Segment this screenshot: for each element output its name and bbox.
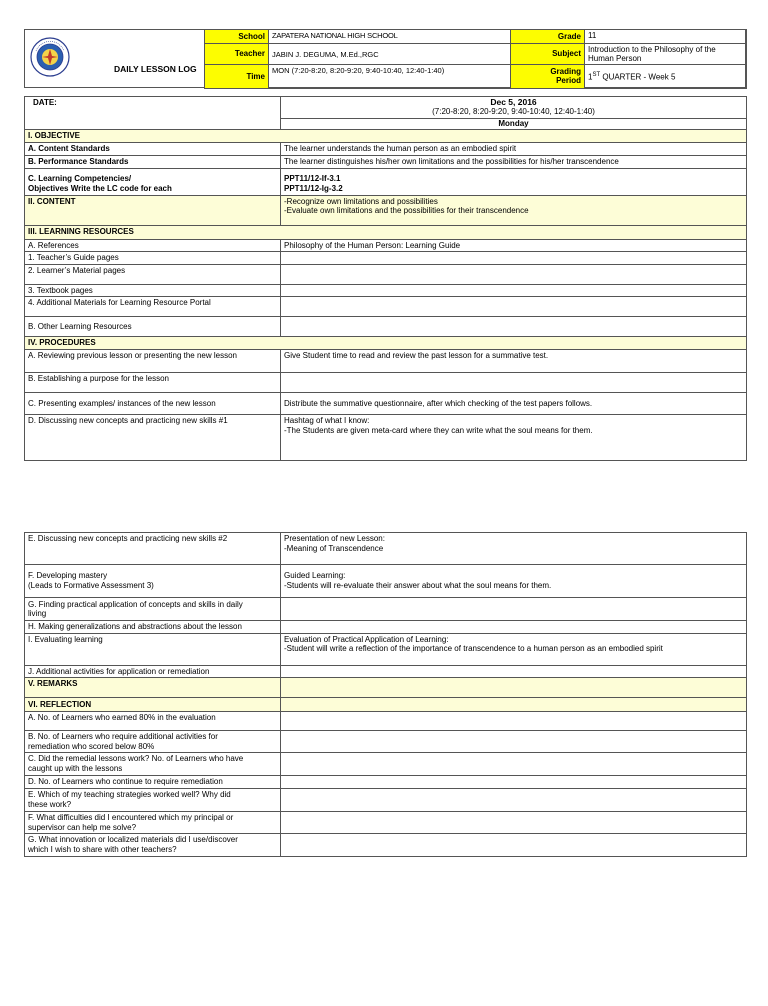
competency-code-2: PPT11/12-Ig-3.2 (284, 184, 343, 193)
teacher-guide-value (281, 252, 747, 265)
reflection-f (25, 811, 281, 833)
competency-code-1: PPT11/12-If-3.1 (284, 174, 341, 184)
proc-i-line-1: Evaluation of Practical Application of Learning: (284, 634, 449, 644)
date-value: Dec 5, 2016 (490, 97, 537, 107)
lesson-table-page-2 (24, 532, 747, 857)
reflection-d: D. No. of Learners who continue to require remediation (25, 776, 281, 789)
deped-seal-logo (30, 37, 70, 77)
proc-a-value: Give Student time to read and review the past lesson for a summative test. (281, 349, 747, 372)
reflection-g-value (281, 834, 747, 857)
grading-label-line-2: Period (556, 75, 581, 85)
learning-competencies-label (25, 168, 281, 195)
proc-e-value (281, 533, 747, 565)
proc-g-label-line-1: G. Finding practical application of concepts and skills in daily (28, 599, 243, 609)
content-standards-value: The learner understands the human person as an embodied spirit (281, 142, 747, 155)
proc-d-line-1: Hashtag of what I know: (284, 415, 370, 425)
grading-period-label (511, 65, 585, 89)
date-label: DATE: (25, 97, 281, 130)
reflection-b-line-1: B. No. of Learners who require additional activities for (28, 732, 218, 742)
proc-g-label (25, 598, 281, 621)
textbook-label: 3. Textbook pages (25, 284, 281, 297)
reflection-value (281, 698, 747, 712)
reflection-c-value (281, 753, 747, 776)
reflection-g (25, 834, 281, 857)
proc-h-label: H. Making generalizations and abstractions about the lesson (25, 621, 281, 634)
references-label: A. References (25, 239, 281, 252)
proc-f-line-2: -Students will re-evaluate their answer about what the soul means for them. (284, 581, 552, 590)
teacher-label: Teacher (205, 44, 269, 65)
teacher-value: JABIN J. DEGUMA, M.Ed.,RGC (269, 44, 511, 65)
proc-i-value (281, 633, 747, 665)
subject-line-2: Human Person (588, 54, 642, 64)
subject-label: Subject (511, 44, 585, 65)
date-cell (281, 97, 747, 130)
other-resources-label: B. Other Learning Resources (25, 317, 281, 337)
teacher-guide-label: 1. Teacher’s Guide pages (25, 252, 281, 265)
quarter-value (585, 65, 747, 89)
proc-c-label: C. Presenting examples/ instances of the new lesson (25, 392, 281, 414)
section-reflection: VI. REFLECTION (25, 698, 281, 712)
grade-value: 11 (585, 30, 747, 44)
reflection-f-line-1: F. What difficulties did I encountered which my principal or (28, 812, 234, 822)
learner-material-value (281, 264, 747, 284)
additional-materials-label: 4. Additional Materials for Learning Resource Portal (25, 297, 281, 317)
reflection-c (25, 753, 281, 776)
content-standards-label: A. Content Standards (25, 142, 281, 155)
proc-a-label: A. Reviewing previous lesson or presenting the new lesson (25, 349, 281, 372)
grading-label-line-1: Grading (550, 67, 581, 77)
proc-g-label-line-2: living (28, 609, 47, 619)
performance-standards-value: The learner distinguishes his/her own limitations and the possibilities for his/her transcendence (281, 155, 747, 168)
section-objective: I. OBJECTIVE (25, 130, 747, 143)
proc-d-line-2: -The Students are given meta-card where they can write what the soul means for them. (284, 425, 593, 435)
proc-d-label: D. Discussing new concepts and practicing new skills #1 (25, 414, 281, 460)
proc-b-label: B. Establishing a purpose for the lesson (25, 372, 281, 392)
reflection-e-line-1: E. Which of my teaching strategies worked well? Why did (28, 789, 231, 799)
day-value: Monday (281, 118, 746, 129)
reflection-e-value (281, 788, 747, 811)
time-value: MON (7:20-8:20, 8:20-9:20, 9:40-10:40, 12:40-1:40) (269, 65, 511, 89)
proc-d-value (281, 414, 747, 460)
remarks-value (281, 678, 747, 698)
proc-i-label: I. Evaluating learning (25, 633, 281, 665)
proc-h-value (281, 621, 747, 634)
proc-i-line-2: -Student will write a reflection of the importance of transcendence to a human person as an embodied spirit (284, 644, 663, 654)
learner-material-label: 2. Learner’s Material pages (25, 264, 281, 284)
proc-f-label-line-1: F. Developing mastery (28, 571, 108, 581)
reflection-e (25, 788, 281, 811)
date-times: (7:20-8:20, 8:20-9:20, 9:40-10:40, 12:40-1:40) (432, 107, 595, 117)
proc-j-label: J. Additional activities for application or remediation (25, 665, 281, 678)
quarter-number: 1 (588, 72, 593, 82)
quarter-rest: QUARTER - Week 5 (600, 72, 676, 82)
quarter-superscript: ST (592, 71, 601, 78)
daily-lesson-log-title: DAILY LESSON LOG (114, 64, 197, 74)
section-learning-resources: III. LEARNING RESOURCES (25, 225, 747, 239)
proc-g-value (281, 598, 747, 621)
proc-e-line-1: Presentation of new Lesson: (284, 534, 385, 543)
header-table (204, 29, 747, 89)
references-value: Philosophy of the Human Person: Learning Guide (281, 239, 747, 252)
reflection-d-value (281, 776, 747, 789)
subject-value (585, 44, 747, 65)
reflection-b (25, 731, 281, 753)
school-value: ZAPATERA NATIONAL HIGH SCHOOL (269, 30, 511, 44)
reflection-c-line-2: caught up with the lessons (28, 763, 123, 773)
reflection-b-value (281, 731, 747, 753)
other-resources-value (281, 317, 747, 337)
proc-f-label (25, 565, 281, 598)
section-procedures: IV. PROCEDURES (25, 337, 747, 350)
proc-e-line-2: -Meaning of Transcendence (284, 543, 384, 553)
textbook-value (281, 284, 747, 297)
reflection-a-value (281, 712, 747, 731)
proc-c-value: Distribute the summative questionnaire, after which checking of the test papers follows. (281, 392, 747, 414)
section-remarks: V. REMARKS (25, 678, 281, 698)
content-line-2: -Evaluate own limitations and the possibilities for their transcendence (284, 206, 529, 216)
school-label: School (205, 30, 269, 44)
reflection-c-line-1: C. Did the remedial lessons work? No. of Learners who have (28, 754, 244, 764)
content-value (281, 195, 747, 225)
learning-competencies-value (281, 168, 747, 195)
performance-standards-label: B. Performance Standards (25, 155, 281, 168)
section-content: II. CONTENT (25, 195, 281, 225)
reflection-f-value (281, 811, 747, 833)
reflection-e-line-2: these work? (28, 799, 72, 809)
reflection-b-line-2: remediation who scored below 80% (28, 741, 155, 751)
lesson-table-page-1 (24, 96, 747, 461)
reflection-f-line-2: supervisor can help me solve? (28, 822, 137, 832)
additional-materials-value (281, 297, 747, 317)
reflection-g-line-1: G. What innovation or localized materials did I use/discover (28, 835, 238, 845)
proc-f-label-line-2: (Leads to Formative Assessment 3) (28, 581, 154, 590)
subject-line-1: Introduction to the Philosophy of the (588, 45, 716, 54)
proc-j-value (281, 665, 747, 678)
proc-f-line-1: Guided Learning: (284, 571, 346, 581)
content-line-1: -Recognize own limitations and possibilities (284, 196, 438, 206)
grade-label: Grade (511, 30, 585, 44)
time-label: Time (205, 65, 269, 89)
competencies-label-line-2: Objectives Write the LC code for each (28, 184, 172, 193)
proc-e-label: E. Discussing new concepts and practicing new skills #2 (25, 533, 281, 565)
reflection-a: A. No. of Learners who earned 80% in the evaluation (25, 712, 281, 731)
proc-b-value (281, 372, 747, 392)
proc-f-value (281, 565, 747, 598)
reflection-g-line-2: which I wish to share with other teachers? (28, 844, 177, 854)
competencies-label-line-1: C. Learning Competencies/ (28, 174, 132, 184)
